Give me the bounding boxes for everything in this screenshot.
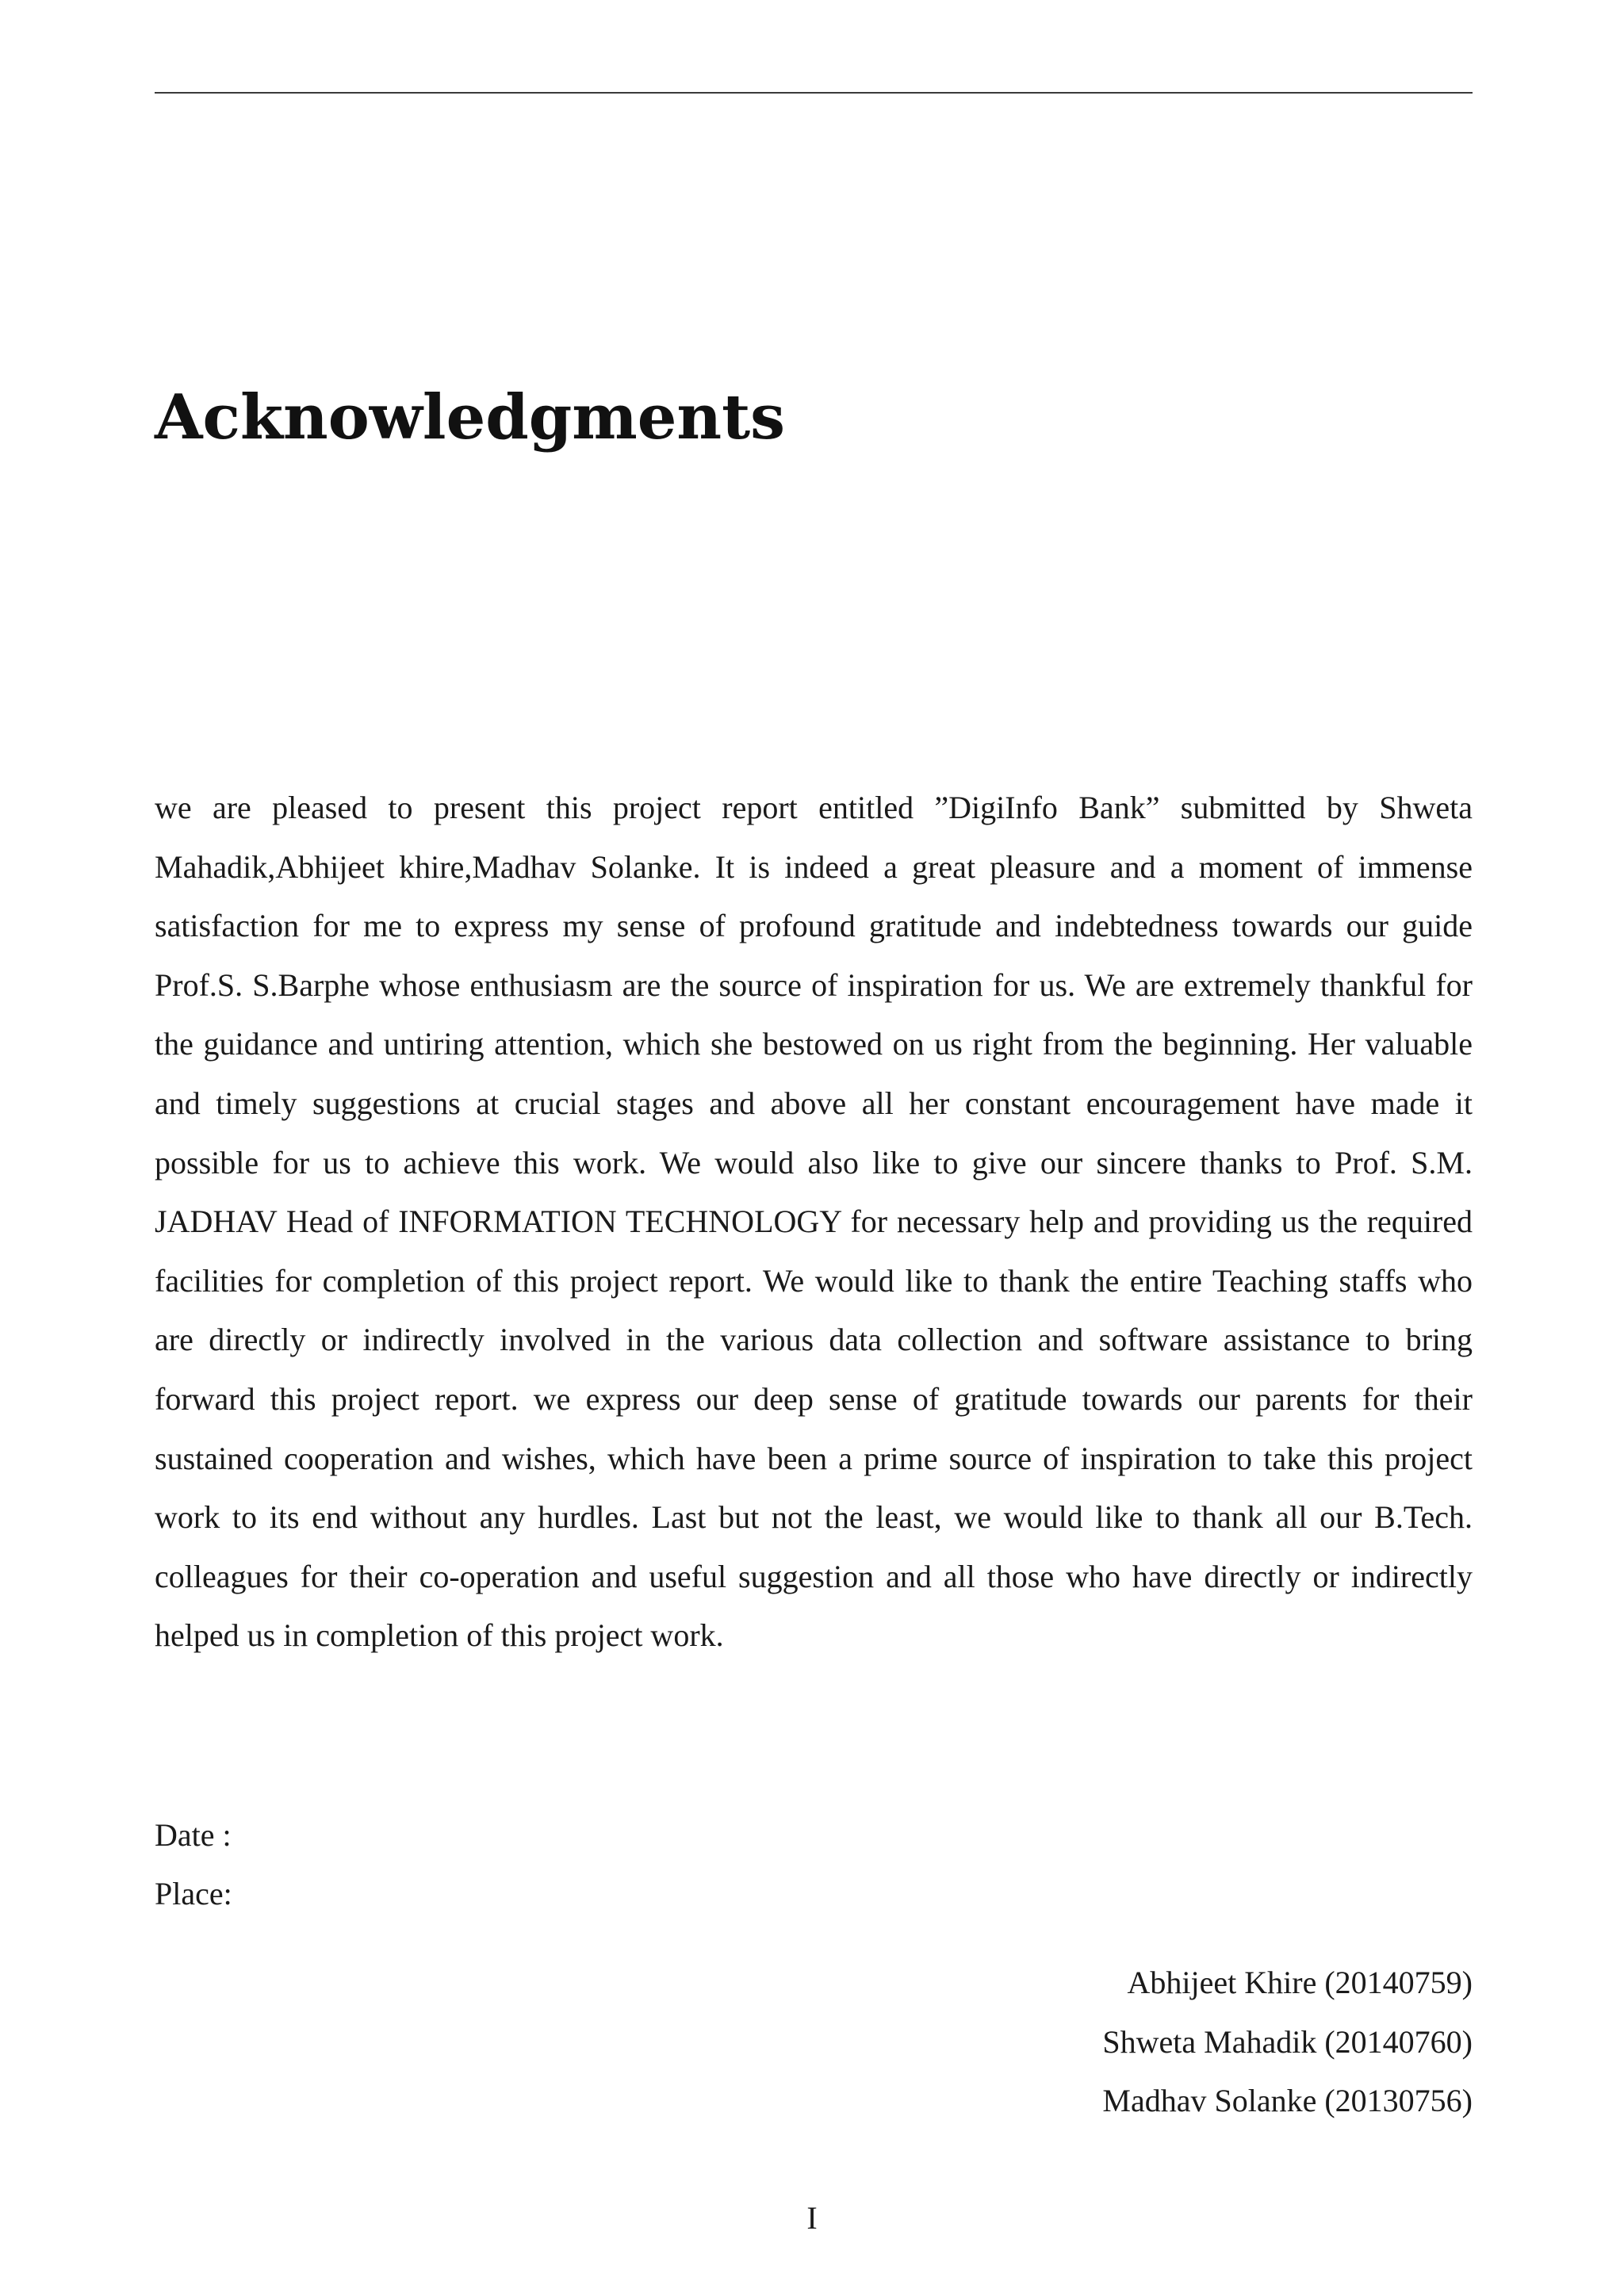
page-number: I <box>806 2200 818 2236</box>
page-title: Acknowledgments <box>155 381 786 453</box>
place-label: Place: <box>155 1876 232 1911</box>
author-name: Shweta Mahadik (20140760) <box>1102 2023 1473 2060</box>
acknowledgment-paragraph: we are pleased to present this project report entitled ”DigiInfo Bank” submitted by Shweta Mahadik,Abhijeet khire,Madhav Solanke. It is indeed a great pleasure and a moment of immense satisfaction for me to express my sense of profound gratitude and indebtedness towards our guide Prof.S. S.Barphe whose enthusiasm are the source of inspiration for us. We are extremely thankful for the guidance and untiring attention, which she bestowed on us right from the beginning. Her valuable and timely suggestions at crucial stages and above all her constant encouragement have made it possible for us to achieve this work. We would also like to give our sincere thanks to Prof. S.M. JADHAV Head of INFORMATION TECHNOLOGY for necessary help and providing us the required facilities for completion of this project report. We would like to thank the entire Teaching staffs who are directly or indirectly involved in the various data collection and software assistance to bring forward this project report. we express our deep sense of gratitude towards our parents for their sustained cooperation and wishes, which have been a prime source of inspiration to take this project work to its end without any hurdles. Last but not the least, we would like to thank all our B.Tech. colleagues for their co-operation and useful suggestion and all those who have directly or indirectly helped us in completion of this project work. <box>155 790 1473 1654</box>
author-name: Madhav Solanke (20130756) <box>1102 2083 1473 2119</box>
date-label: Date : <box>155 1817 232 1853</box>
header-rule <box>155 92 1473 94</box>
author-list <box>1102 1954 1473 2131</box>
author-name: Abhijeet Khire (20140759) <box>1127 1965 1473 2000</box>
